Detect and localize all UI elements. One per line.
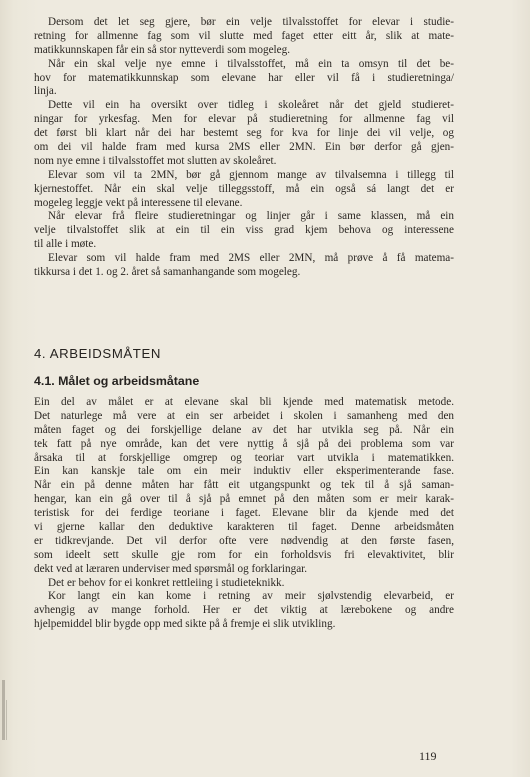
paragraphs-arbeidsmatane: [34, 396, 454, 632]
text-line: Når ein på denne måten har fått eit utgangspunkt og tek til å sjå saman-: [34, 479, 454, 492]
text-line: avhengig av mange forhold. Her er det viktig at lærebokene og andre: [34, 604, 454, 617]
page-edge-mark-thin: [6, 700, 7, 740]
text-line: Dette vil ein ha oversikt over tidleg i skoleåret når det gjeld studieret-: [48, 99, 454, 112]
text-line: vi gjerne kallar den deduktive karakteren til faget. Denne arbeidsmåten: [34, 521, 454, 534]
text-line: Ein kan kanskje tale om ein meir induktiv eller eksperimenterande fase.: [34, 465, 454, 478]
text-line: Kor langt ein kan kome i retning av meir sjølvstendig elevarbeid, er: [48, 590, 454, 603]
text-line: hengar, kan ein gå over til å sjå på emnet på den måten som er meir karak-: [34, 493, 454, 506]
text-line: er tidkrevjande. Det vil derfor ofte vere nødvendig at den første fasen,: [34, 534, 454, 547]
text-line: Dersom det let seg gjere, bør ein velje tilvalsstoffet for elevar i studie-: [48, 16, 454, 28]
text-line: årsaka til at forskjellige omgrep og teoriar vart utvikla i matematikken.: [34, 451, 454, 464]
text-line: tikkursa i det 1. og 2. året så samanhangande som mogeleg.: [34, 266, 301, 279]
page-number: 119: [419, 749, 437, 763]
text-line: som ideelt sett skulle gje rom for ein forholdsvis fri elevaktivitet, blir: [34, 548, 454, 561]
text-line: kjernestoffet. Når ein skal velje tilleggsstoff, må ein også sá langt det er: [34, 182, 454, 195]
section-heading: 4. ARBEIDSMÅTEN: [34, 346, 161, 361]
text-line: Når elevar frå fleire studieretningar og linjer går i same klassen, må ein: [48, 210, 454, 223]
text-line: Det er behov for ei konkret rettleiing i studieteknikk.: [48, 576, 285, 589]
text-line: dekt ved at læraren underviser med spørsmål og forklaringar.: [34, 562, 308, 575]
text-line: retning for allmenne fag som vil slutte med faget etter eitt år, slik at mate-: [34, 29, 454, 42]
text-line: matikkunnskapen får ein så stor nytteverdi som mogeleg.: [34, 43, 291, 56]
text-line: det først bli klart når dei har bestemt seg for kva for linje dei vil velje, og: [34, 127, 454, 140]
text-line: teristisk for dei ferdige teoriane i faget. Elevane blir da kjende med det: [34, 507, 454, 520]
text-line: linja.: [34, 85, 57, 98]
text-line: hov for matematikkunnskap som elevane har eller vil få i studieretninga/: [34, 71, 454, 84]
text-line: Elevar som vil ta 2MN, bør gå gjennom mange av tilvalsemna i tillegg til: [48, 168, 454, 181]
text-line: tek fatt på nye område, kan det vere nyttig å sjå på dei problema som var: [34, 437, 454, 450]
text-line: hjelpemiddel blir bygde opp med sikte på å fremje ei slik utvikling.: [34, 618, 336, 631]
text-line: ningar for yrkesfag. Men for elevar på studieretning for allmenne fag vil: [34, 113, 454, 126]
text-line: Ein del av målet er at elevane skal bli kjende med matematisk metode.: [34, 396, 454, 408]
text-line: velje tilvalstoffet slik at ein til ein viss grad kjem behova og interessene: [34, 224, 454, 237]
paragraphs-tilvalsstoff: [34, 16, 454, 280]
text-line: nom nye emne i tilvalsstoffet mot slutten av skoleåret.: [34, 154, 277, 167]
text-line: Det naturlege må vere at ein ser arbeidet i skolen i samanheng med den: [34, 409, 454, 422]
text-line: mogeleg leggje vekt på interessene til elevane.: [34, 196, 243, 209]
text-line: måten faget og dei forskjellige delane av det har utvikla seg på. Når ein: [34, 423, 454, 436]
text-line: til alle i møte.: [34, 238, 97, 251]
text-line: Når ein skal velje nye emne i tilvalsstoffet, må ein ta omsyn til det be-: [48, 57, 454, 70]
page-edge-mark: [2, 680, 5, 740]
text-line: Elevar som vil halde fram med 2MS eller 2MN, må prøve å få matema-: [48, 252, 454, 265]
subsection-heading: 4.1. Målet og arbeidsmåtane: [34, 374, 200, 388]
text-line: om dei vil halde fram med kursa 2MS eller 2MN. Ein bør derfor gå gjen-: [34, 141, 454, 154]
